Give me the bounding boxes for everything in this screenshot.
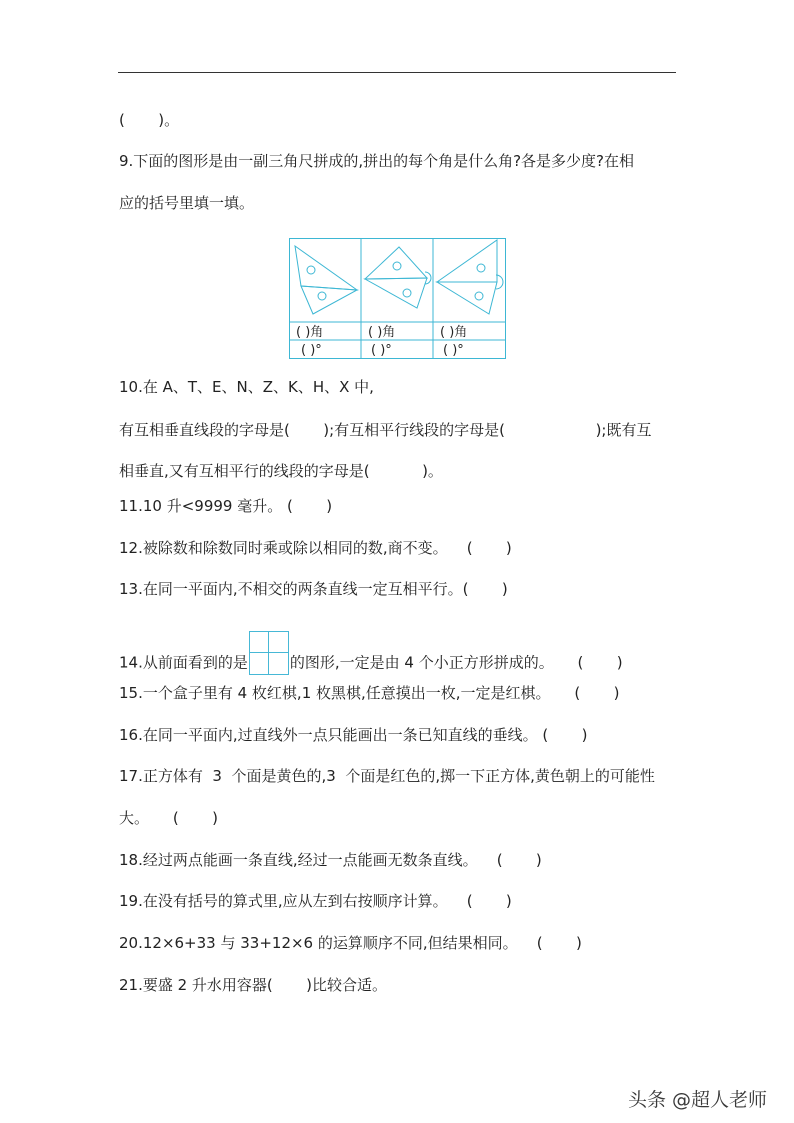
set-square-hole-2a: [393, 262, 401, 270]
q14-before: 14.从前面看到的是: [119, 653, 248, 672]
set-square-1b: [301, 286, 357, 314]
set-square-hole-1b: [318, 292, 326, 300]
q9-line1: 9.下面的图形是由一副三角尺拼成的,拼出的每个角是什么角?各是多少度?在相: [119, 152, 635, 170]
header-line: ( )。: [119, 111, 180, 129]
cell2-angle-label: ( )角: [368, 325, 396, 340]
q20: 20.12×6+33 与 33+12×6 的运算顺序不同,但结果相同。 ( ): [119, 934, 582, 952]
four-squares-icon: [249, 631, 289, 675]
q17-line1: 17.正方体有 3 个面是黄色的,3 个面是红色的,掷一下正方体,黄色朝上的可能性: [119, 767, 655, 785]
q11: 11.10 升<9999 毫升。 ( ): [119, 497, 333, 515]
q10-line1: 10.在 A、T、E、N、Z、K、H、X 中,: [119, 378, 374, 396]
q10-line2: 有互相垂直线段的字母是( );有互相平行线段的字母是( );既有互: [119, 421, 652, 439]
q21: 21.要盛 2 升水用容器( )比较合适。: [119, 976, 388, 994]
set-square-hole-3b: [475, 292, 483, 300]
q19: 19.在没有括号的算式里,应从左到右按顺序计算。 ( ): [119, 892, 512, 910]
q16: 16.在同一平面内,过直线外一点只能画出一条已知直线的垂线。 ( ): [119, 726, 588, 744]
q12: 12.被除数和除数同时乘或除以相同的数,商不变。 ( ): [119, 539, 512, 557]
triangle-ruler-figure: [289, 238, 506, 359]
q10-line3: 相垂直,又有互相平行的线段的字母是( )。: [119, 462, 443, 480]
cell3-angle-label: ( )角: [440, 325, 468, 340]
set-square-2a: [365, 247, 427, 279]
q15: 15.一个盒子里有 4 枚红棋,1 枚黑棋,任意摸出一枚,一定是红棋。 ( ): [119, 684, 620, 702]
cell1-degree-label: ( )°: [301, 343, 322, 358]
set-square-2b: [365, 278, 427, 308]
set-square-hole-3a: [477, 264, 485, 272]
cell2-degree-label: ( )°: [371, 343, 392, 358]
q18: 18.经过两点能画一条直线,经过一点能画无数条直线。 ( ): [119, 851, 542, 869]
set-square-3a: [437, 240, 497, 282]
set-square-hole-1a: [307, 266, 315, 274]
q14: [119, 641, 623, 685]
set-square-hole-2b: [403, 289, 411, 297]
set-square-3b: [437, 282, 497, 314]
q9-line2: 应的括号里填一填。: [119, 194, 255, 212]
set-square-1a: [295, 246, 357, 290]
top-rule: [118, 72, 676, 73]
cell1-angle-label: ( )角: [296, 325, 324, 340]
cell3-degree-label: ( )°: [443, 343, 464, 358]
watermark: 头条 @超人老师: [628, 1089, 768, 1111]
q17-line2: 大。 ( ): [119, 809, 218, 827]
q13: 13.在同一平面内,不相交的两条直线一定互相平行。( ): [119, 580, 508, 598]
q14-after: 的图形,一定是由 4 个小正方形拼成的。 ( ): [289, 653, 623, 672]
